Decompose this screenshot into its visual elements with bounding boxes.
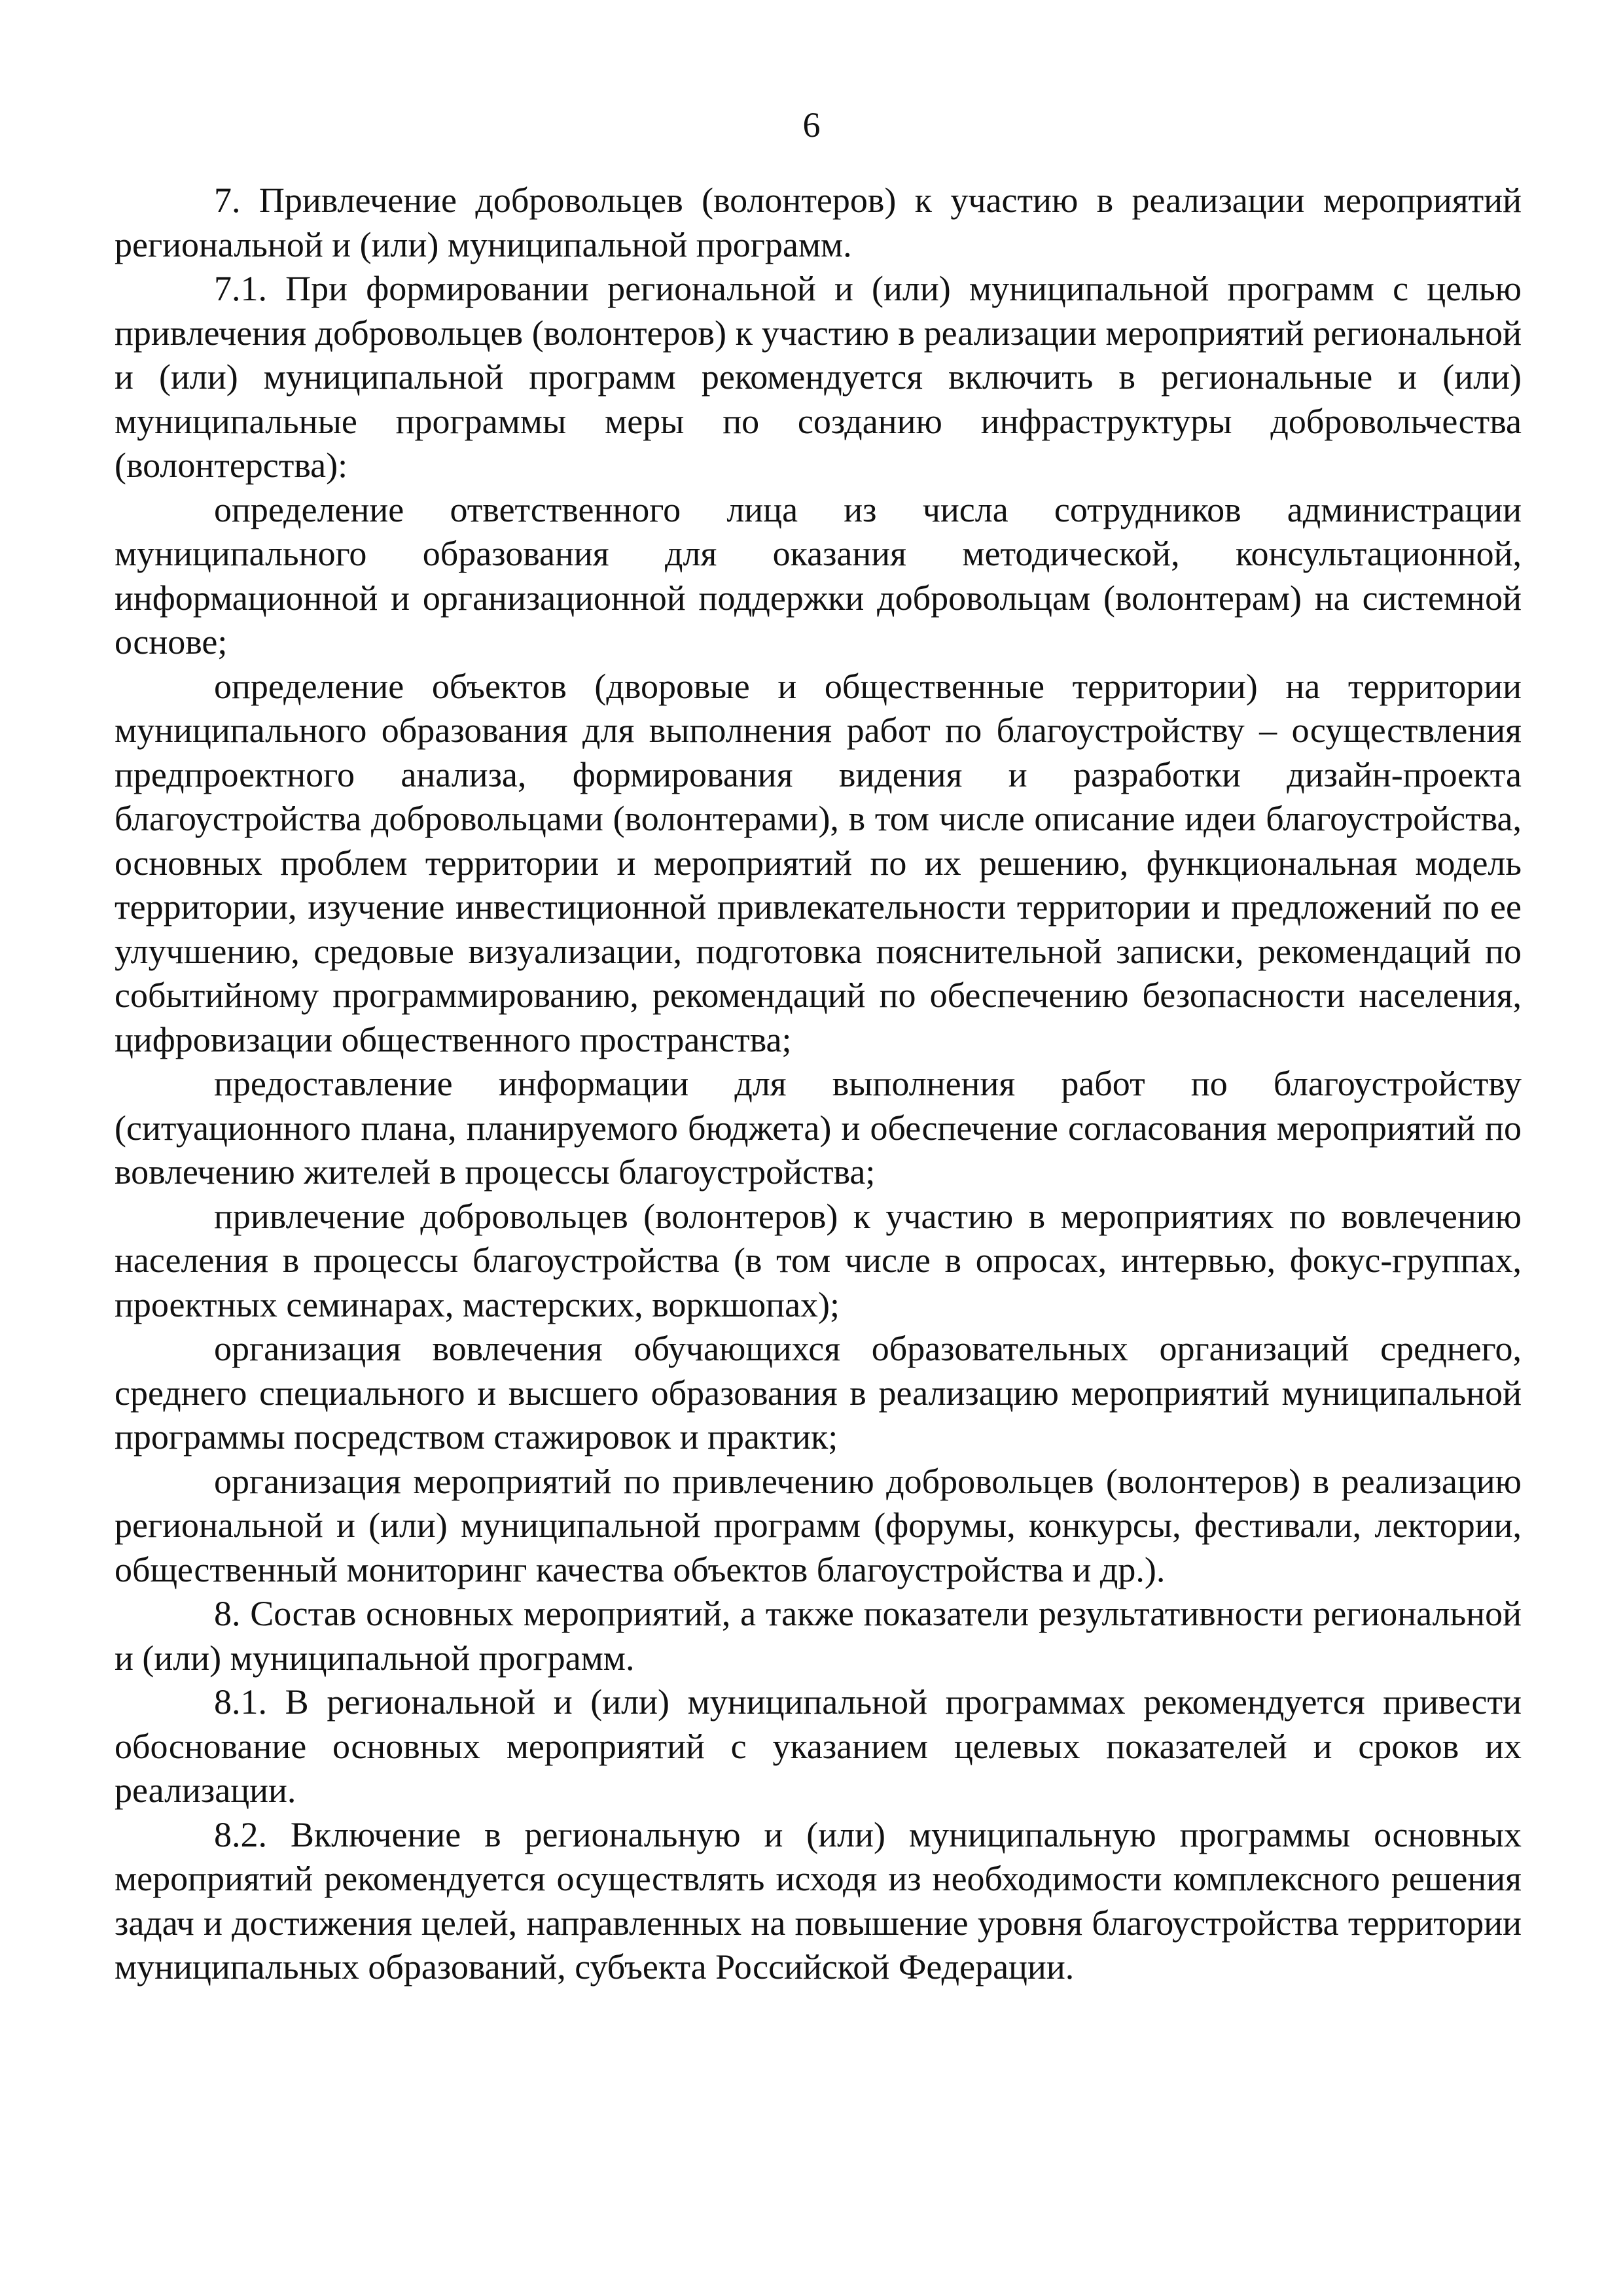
page-number: 6	[802, 105, 821, 145]
paragraph-section-8: 8. Состав основных мероприятий, а также показатели результативности региональной и (или) муниципальной программ.	[115, 1594, 1522, 1678]
document-body	[115, 179, 1522, 1990]
list-item-events-organization: организация мероприятий по привлечению добровольцев (волонтеров) в реализацию региональной и (или) муниципальной программ (форумы, конкурсы, фестивали, лектории, общественный мониторинг качества объектов благоустройства и др.).	[115, 1461, 1522, 1589]
list-item-students-involvement: организация вовлечения обучающихся образовательных организаций среднего, среднего специального и высшего образования в реализацию мероприятий муниципальной программы посредством стажировок и практик;	[115, 1329, 1522, 1457]
list-item-objects-definition: определение объектов (дворовые и общественные территории) на территории муниципального образования для выполнения работ по благоустройству – осуществления предпроектного анализа, формирования видения и разработки дизайн-проекта благоустройства добровольцами (волонтерами), в том числе описание идеи благоустройства, основных проблем территории и мероприятий по их решению, функциональная модель территории, изучение инвестиционной привлекательности территории и предложений по ее улучшению, средовые визуализации, подготовка пояснительной записки, рекомендаций по событийному программированию, рекомендаций по обеспечению безопасности населения, цифровизации общественного пространства;	[115, 666, 1522, 1059]
list-item-volunteer-involvement: привлечение добровольцев (волонтеров) к участию в мероприятиях по вовлечению населения в процессы благоустройства (в том числе в опросах, интервью, фокус-группах, проектных семинарах, мастерских, воркшопах);	[115, 1196, 1522, 1324]
paragraph-section-7: 7. Привлечение добровольцев (волонтеров) к участию в реализации мероприятий региональной и (или) муниципальной программ.	[115, 181, 1522, 264]
list-item-responsible-person: определение ответственного лица из числа сотрудников администрации муниципального образования для оказания методической, консультационной, информационной и организационной поддержки добровольцам (волонтерам) на системной основе;	[115, 489, 1522, 662]
paragraph-section-7-1: 7.1. При формировании региональной и (или) муниципальной программ с целью привлечения добровольцев (волонтеров) к участию в реализации мероприятий региональной и (или) муниципальной программ рекомендуется включить в региональные и (или) муниципальные программы меры по созданию инфраструктуры добровольчества (волонтерства):	[115, 269, 1522, 485]
paragraph-section-8-1: 8.1. В региональной и (или) муниципальной программах рекомендуется привести обоснование основных мероприятий с указанием целевых показателей и сроков их реализации.	[115, 1682, 1522, 1810]
paragraph-section-8-2: 8.2. Включение в региональную и (или) муниципальную программы основных мероприятий рекомендуется осуществлять исходя из необходимости комплексного решения задач и достижения целей, направленных на повышение уровня благоустройства территории муниципальных образований, субъекта Российской Федерации.	[115, 1814, 1522, 1987]
list-item-information-provision: предоставление информации для выполнения работ по благоустройству (ситуационного плана, планируемого бюджета) и обеспечение согласования мероприятий по вовлечению жителей в процессы благоустройства;	[115, 1064, 1522, 1192]
